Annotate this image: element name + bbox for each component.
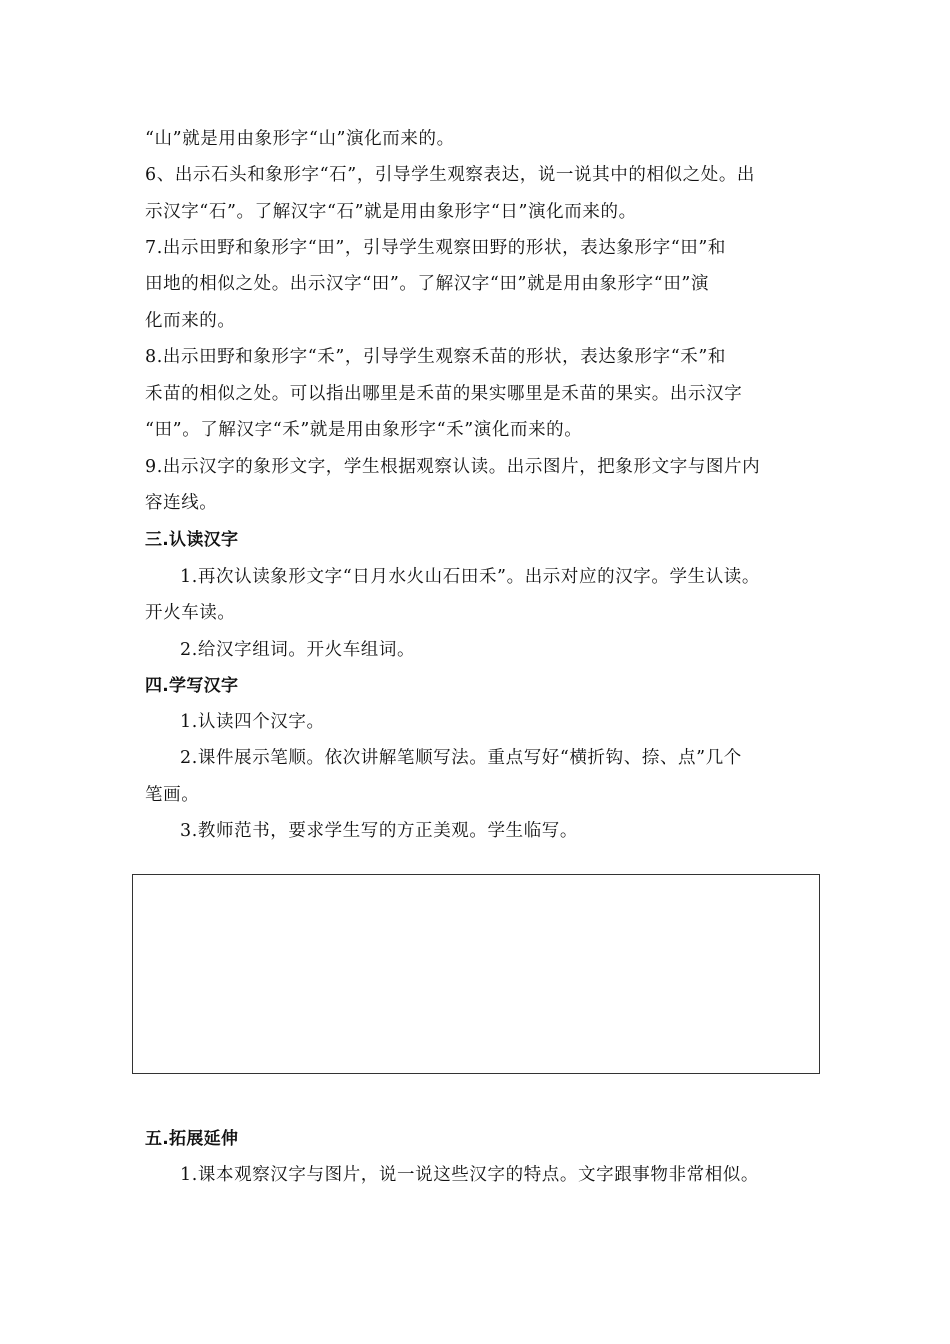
list-item: 1.认读四个汉字。 (180, 712, 325, 732)
paragraph-line: 示汉字“石”。了解汉字“石”就是用由象形字“日”演化而来的。 (145, 202, 637, 222)
paragraph-line: 容连线。 (145, 493, 218, 513)
blank-frame (132, 874, 820, 1074)
list-item-continuation: 笔画。 (145, 785, 200, 805)
paragraph-line: 禾苗的相似之处。可以指出哪里是禾苗的果实哪里是禾苗的果实。出示汉字 (145, 384, 743, 404)
list-item-continuation: 开火车读。 (145, 603, 236, 623)
list-item: 1.再次认读象形文字“日月水火山石田禾”。出示对应的汉字。学生认读。 (180, 567, 760, 587)
list-item: 1.课本观察汉字与图片，说一说这些汉字的特点。文字跟事物非常相似。 (180, 1165, 759, 1185)
paragraph-line: 田地的相似之处。出示汉字“田”。了解汉字“田”就是用由象形字“田”演 (145, 274, 710, 294)
paragraph-line: 8.出示田野和象形字“禾”，引导学生观察禾苗的形状，表达象形字“禾”和 (145, 347, 726, 367)
paragraph-line: 化而来的。 (145, 311, 236, 331)
paragraph-line: 7.出示田野和象形字“田”，引导学生观察田野的形状，表达象形字“田”和 (145, 238, 726, 258)
paragraph-line: 6、出示石头和象形字“石”，引导学生观察表达，说一说其中的相似之处。出 (145, 165, 756, 185)
list-item: 3.教师范书，要求学生写的方正美观。学生临写。 (180, 821, 578, 841)
list-item: 2.给汉字组词。开火车组词。 (180, 640, 416, 660)
paragraph-line: “田”。了解汉字“禾”就是用由象形字“禾”演化而来的。 (145, 420, 583, 440)
list-item: 2.课件展示笔顺。依次讲解笔顺写法。重点写好“横折钩、捺、点”几个 (180, 748, 742, 768)
section-heading: 三.认读汉字 (145, 530, 239, 550)
section-heading: 五.拓展延伸 (145, 1129, 239, 1149)
paragraph-line: “山”就是用由象形字“山”演化而来的。 (145, 129, 455, 149)
paragraph-line: 9.出示汉字的象形文字，学生根据观察认读。出示图片，把象形文字与图片内 (145, 457, 761, 477)
section-heading: 四.学写汉字 (145, 676, 239, 696)
